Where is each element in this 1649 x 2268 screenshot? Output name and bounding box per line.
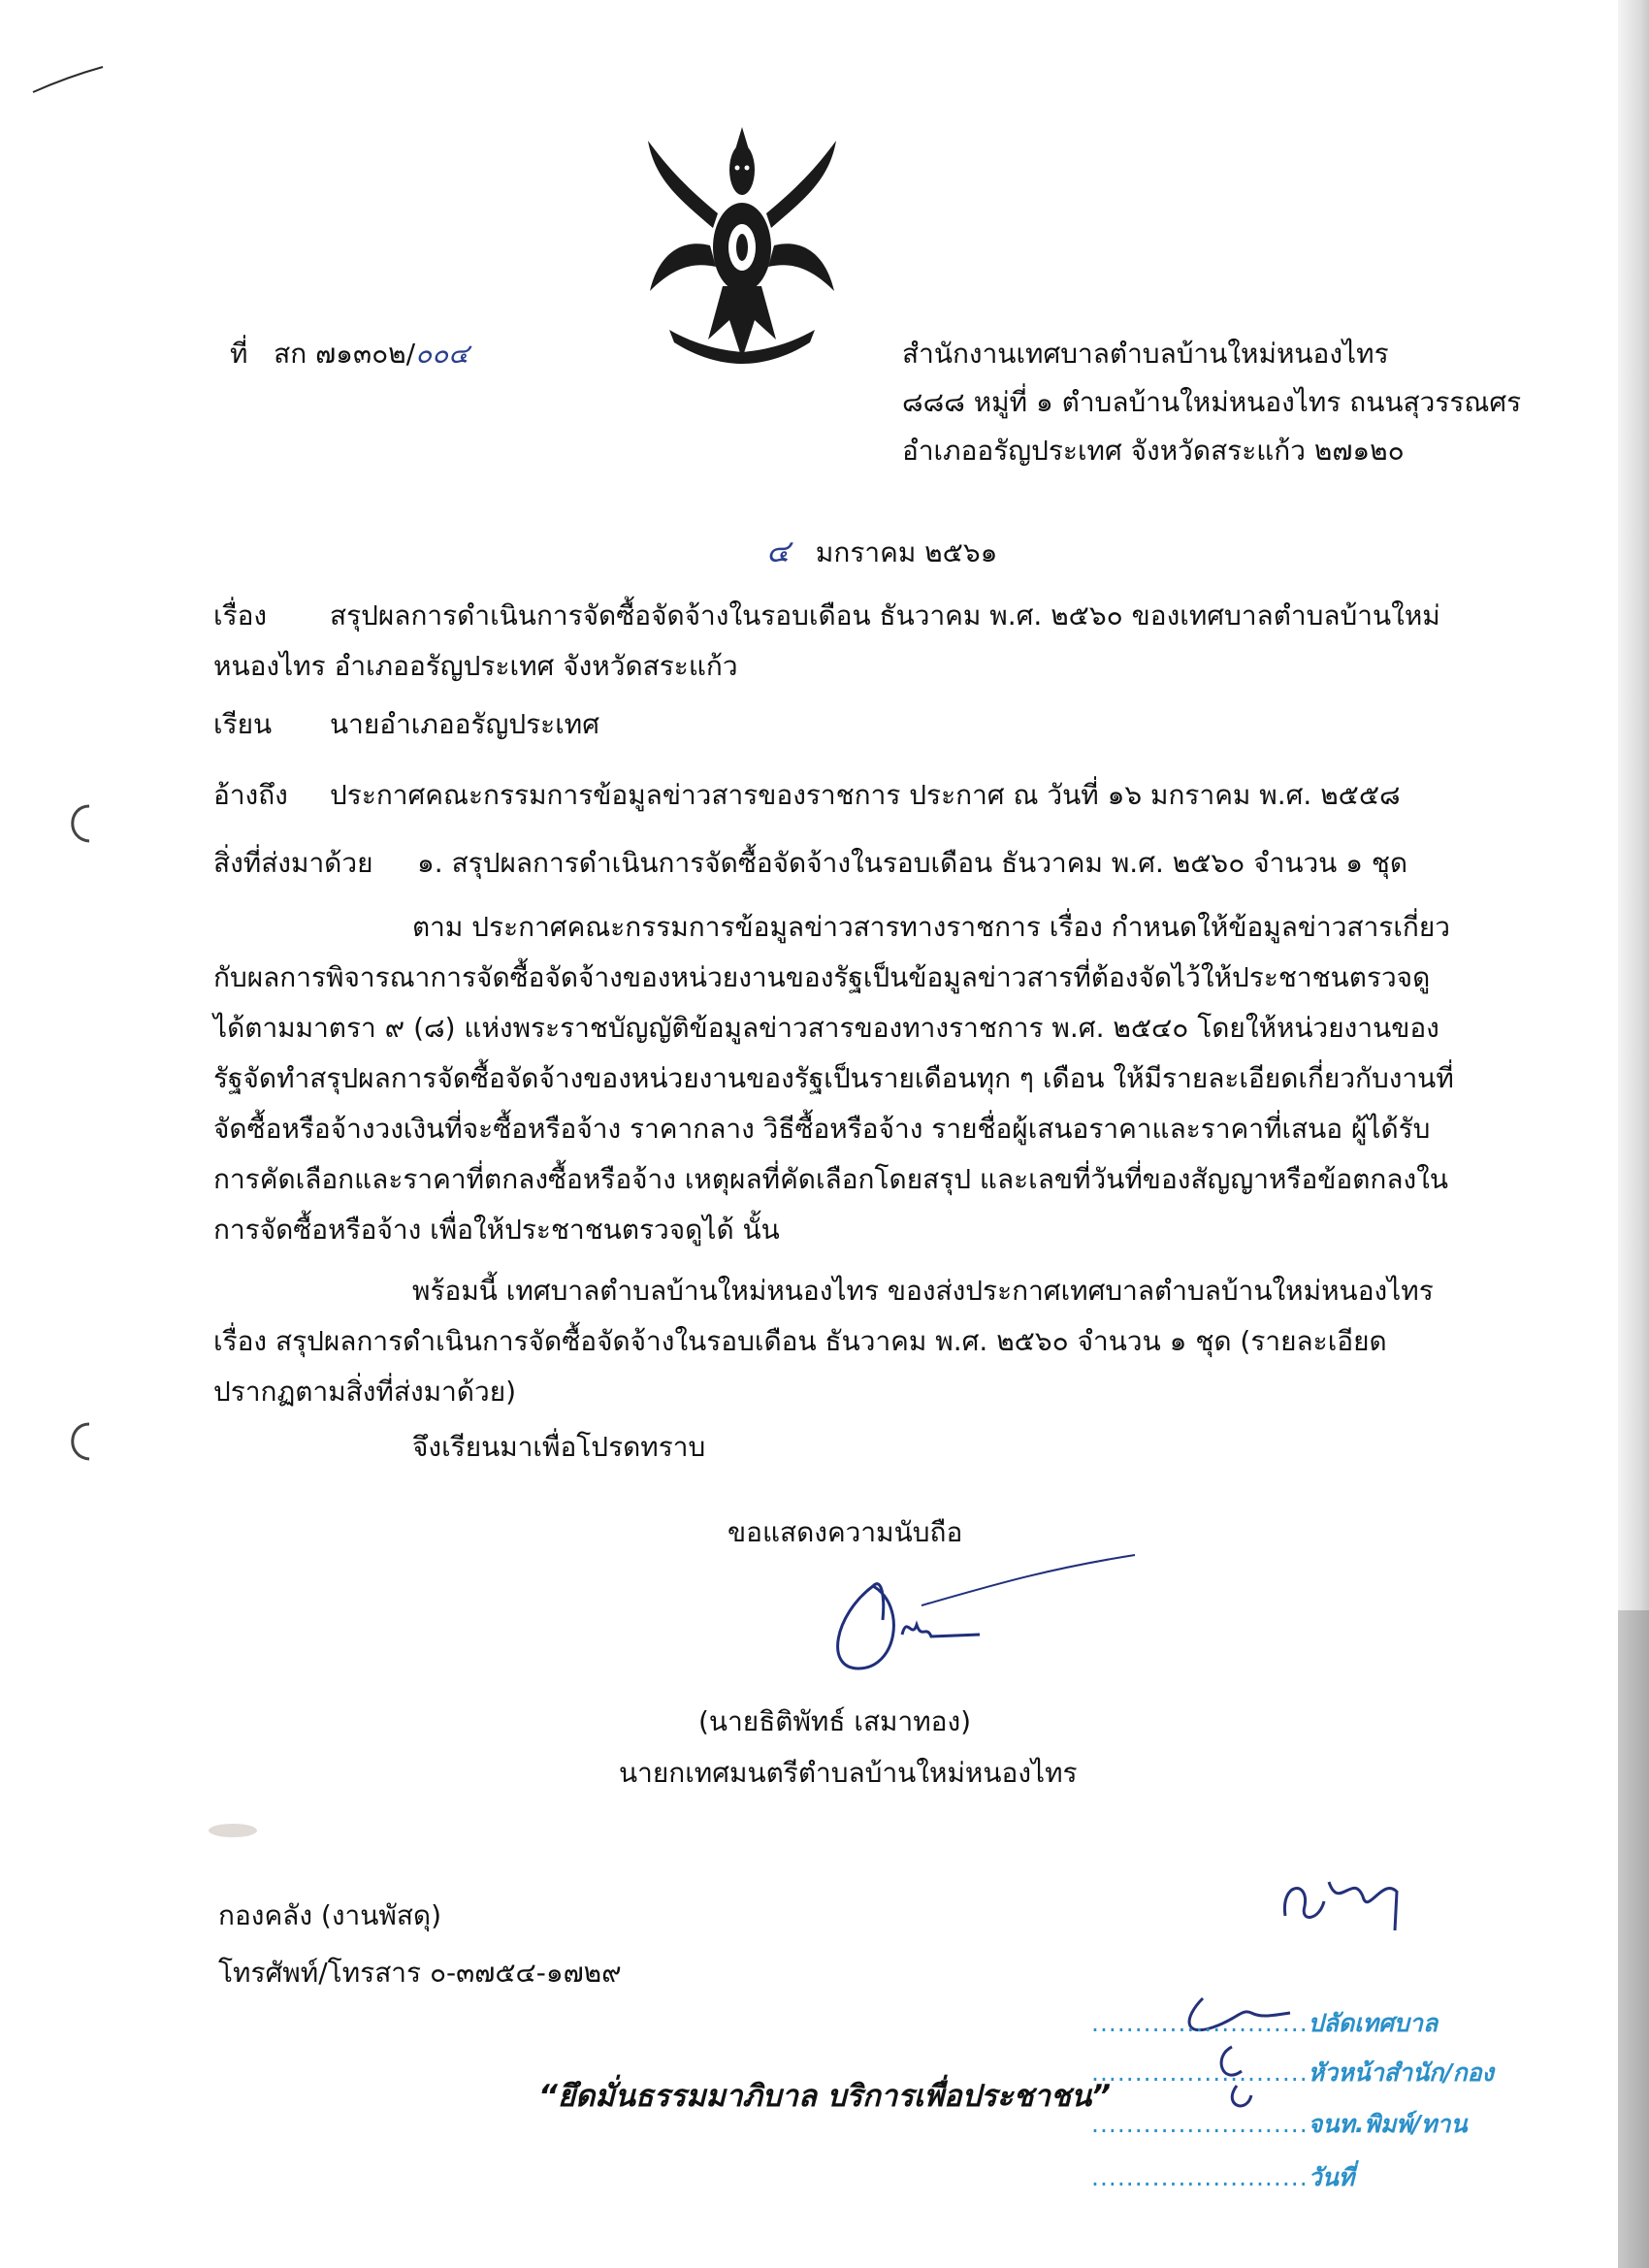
letter-date — [766, 532, 997, 572]
signer-position: นายกเทศมนตรีตำบลบ้านใหม่หนองไทร — [619, 1757, 1078, 1789]
stamp-label-3: จนท.พิมพ์/ทาน — [1308, 2110, 1468, 2138]
ref-no-value: สก ๗๑๓๐๒/ — [274, 338, 416, 370]
punch-hole-top — [60, 800, 99, 847]
ref-no-label: ที่ — [230, 338, 248, 370]
signer-name: (นายธิติพัทธ์ เสมาทอง) — [698, 1705, 972, 1737]
enclosure-value: ๑. สรุปผลการดำเนินการจัดซื้อจัดจ้างในรอบเดือน ธันวาคม พ.ศ. ๒๕๖๐ จำนวน ๑ ชุด — [417, 847, 1408, 879]
enclosure-label: สิ่งที่ส่งมาด้วย — [213, 847, 373, 879]
to-label: เรียน — [213, 708, 273, 740]
office-address — [902, 335, 1521, 470]
stamp-label-4: วันที่ — [1308, 2163, 1355, 2191]
office-line-2: ๘๘๘ หมู่ที่ ๑ ตำบลบ้านใหม่หนองไทร ถนนสุวรรณศร — [902, 386, 1522, 418]
to-value: นายอำเภออรัญประเทศ — [330, 708, 600, 740]
smudge-mark — [209, 1824, 257, 1837]
scan-edge-strip — [1618, 0, 1649, 2268]
initials-handwritten — [1271, 1863, 1416, 1940]
signature-handwritten — [815, 1547, 1145, 1683]
reference-value: ประกาศคณะกรรมการข้อมูลข่าวสารของราชการ ประกาศ ณ วันที่ ๑๖ มกราคม พ.ศ. ๒๕๕๘ — [330, 779, 1401, 811]
footer-phone: โทรศัพท์/โทรสาร ๐-๓๗๕๔-๑๗๒๙ — [218, 1957, 622, 1989]
pen-mark — [29, 63, 107, 102]
reference-label: อ้างถึง — [213, 779, 288, 811]
reference-number — [230, 335, 469, 373]
closing-phrase: ขอแสดงความนับถือ — [728, 1516, 963, 1548]
footer-motto: “ยึดมั่นธรรมมาภิบาล บริการเพื่อประชาชน” — [538, 2079, 1112, 2114]
punch-hole-bottom — [60, 1418, 99, 1465]
stamp-row-3: .........................จนท.พิมพ์/ทาน — [1091, 2110, 1468, 2138]
subject-label: เรื่อง — [213, 599, 268, 632]
subject-line-2: หนองไทร อำเภออรัญประเทศ จังหวัดสระแก้ว — [213, 650, 738, 682]
office-line-1: สำนักงานเทศบาลตำบลบ้านใหม่หนองไทร — [902, 338, 1389, 370]
date-day-handwritten: ๔ — [766, 533, 791, 569]
ref-no-handwritten: ๐๐๔ — [415, 338, 469, 370]
footer-department: กองคลัง (งานพัสดุ) — [218, 1899, 442, 1931]
date-month-year: มกราคม ๒๕๖๑ — [815, 536, 998, 568]
office-line-3: อำเภออรัญประเทศ จังหวัดสระแก้ว ๒๗๑๒๐ — [902, 435, 1405, 467]
subject-line-1: สรุปผลการดำเนินการจัดซื้อจัดจ้างในรอบเดือน ธันวาคม พ.ศ. ๒๕๖๐ ของเทศบาลตำบลบ้านใหม่ — [330, 599, 1440, 632]
garuda-emblem-icon — [640, 121, 844, 373]
stamp-row-1: .........................ปลัดเทศบาล — [1091, 2009, 1439, 2037]
closing-request: จึงเรียนมาเพื่อโปรดทราบ — [412, 1431, 706, 1463]
stamp-label-1: ปลัดเทศบาล — [1308, 2009, 1439, 2037]
stamp-label-2: หัวหน้าสำนัก/กอง — [1308, 2058, 1494, 2087]
body-paragraph-1: ตาม ประกาศคณะกรรมการข้อมูลข่าวสารทางราชการ เรื่อง กำหนดให้ข้อมูลข่าวสารเกี่ยวกับผลการพิจารณาการจัดซื้อจัดจ้างของหน่วยงานของรัฐเป็นข้อมูลข่าวสารที่ต้องจัดไว้ให้ประชาชนตรวจดูได้ตามมาตรา ๙ (๘) แห่งพระราชบัญญัติข้อมูลข่าวสารของทางราชการ พ.ศ. ๒๕๔๐ โดยให้หน่วยงานของรัฐจัดทำสรุปผลการจัดซื้อจัดจ้างของหน่วยงานของรัฐเป็นรายเดือนทุก ๆ เดือน ให้มีรายละเอียดเกี่ยวกับงานที่จัดซื้อหรือจ้างวงเงินที่จะซื้อหรือจ้าง ราคากลาง วิธีซื้อหรือจ้าง รายชื่อผู้เสนอราคาและราคาที่เสนอ ผู้ได้รับการคัดเลือกและราคาที่ตกลงซื้อหรือจ้าง เหตุผลที่คัดเลือกโดยสรุป และเลขที่วันที่ของสัญญาหรือข้อตกลงในการจัดซื้อหรือจ้าง เพื่อให้ประชาชนตรวจดูได้ นั้น — [213, 911, 1454, 1246]
stamp-row-2: .........................หัวหน้าสำนัก/กอง — [1091, 2058, 1494, 2087]
body-paragraph-2: พร้อมนี้ เทศบาลตำบลบ้านใหม่หนองไทร ของส่งประกาศเทศบาลตำบลบ้านใหม่หนองไทร เรื่อง สรุปผลการดำเนินการจัดซื้อจัดจ้างในรอบเดือน ธันวาคม พ.ศ. ๒๕๖๐ จำนวน ๑ ชุด (รายละเอียดปรากฏตามสิ่งที่ส่งมาด้วย) — [213, 1275, 1434, 1408]
stamp-row-4: .........................วันที่ — [1091, 2163, 1355, 2191]
